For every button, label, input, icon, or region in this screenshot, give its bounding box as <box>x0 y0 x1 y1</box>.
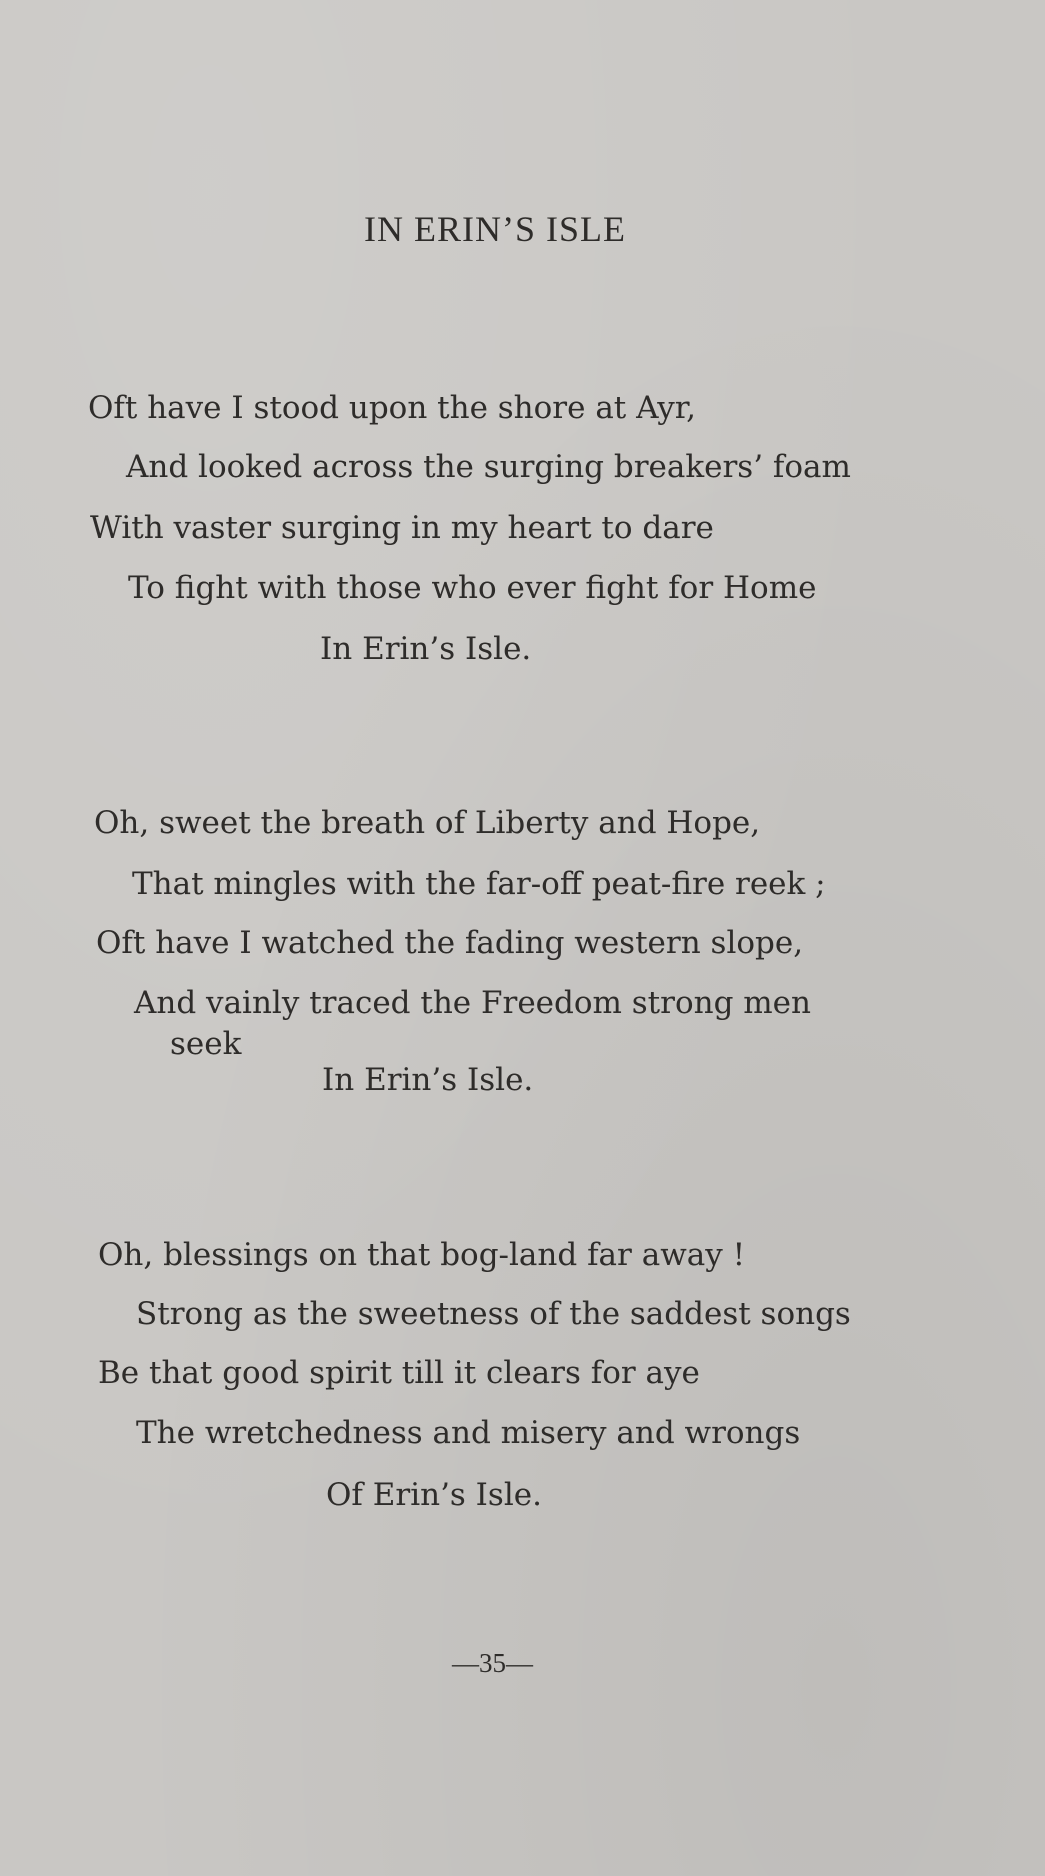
poem-line: Oft have I stood upon the shore at Ayr, <box>88 390 697 426</box>
poem-line: And vainly traced the Freedom strong men <box>134 985 811 1021</box>
poem-line: That mingles with the far-off peat-fire reek ; <box>132 866 826 902</box>
poem-refrain: In Erin’s Isle. <box>320 631 532 667</box>
page-number: —35— <box>452 1648 533 1678</box>
poem-line: Oft have I watched the fading western slope, <box>96 925 804 961</box>
poem-line: And looked across the surging breakers’ foam <box>126 449 851 485</box>
poem-refrain: Of Erin’s Isle. <box>326 1477 542 1513</box>
poem-line: Be that good spirit till it clears for aye <box>98 1355 700 1391</box>
poem-line: Strong as the sweetness of the saddest songs <box>136 1296 851 1332</box>
poem-title: IN ERIN’S ISLE <box>364 209 626 249</box>
poem-line: Oh, blessings on that bog-land far away ! <box>98 1237 746 1273</box>
poem-line: The wretchedness and misery and wrongs <box>136 1415 801 1451</box>
poem-line: To fight with those who ever fight for Home <box>128 570 817 606</box>
poem-refrain: In Erin’s Isle. <box>322 1062 534 1098</box>
poem-line: With vaster surging in my heart to dare <box>90 510 714 546</box>
poem-line: Oh, sweet the breath of Liberty and Hope, <box>94 805 761 841</box>
poem-line: seek <box>170 1026 242 1062</box>
